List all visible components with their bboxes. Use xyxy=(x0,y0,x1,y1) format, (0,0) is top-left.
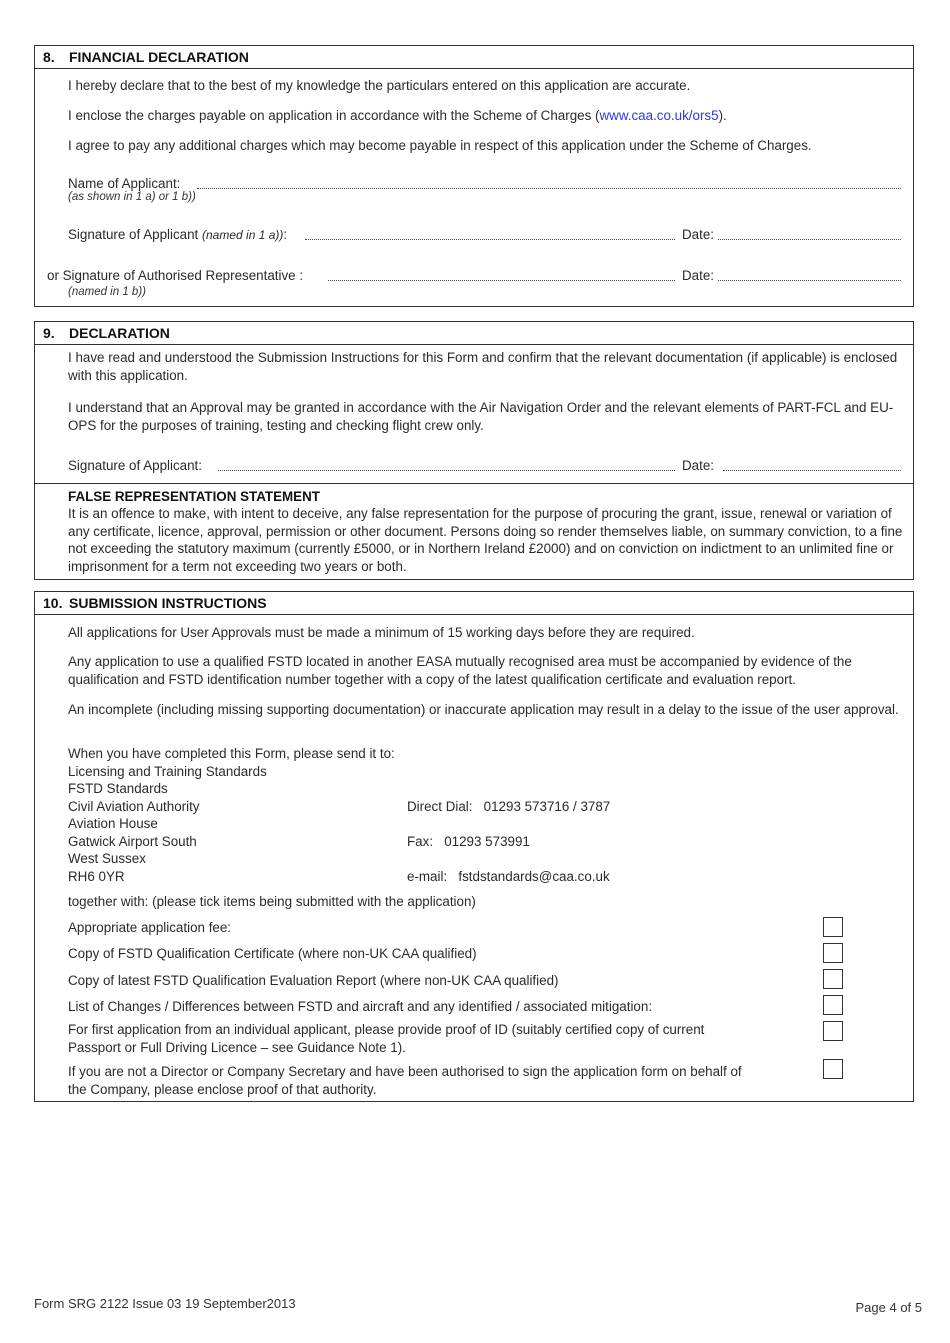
section-10-number: 10. xyxy=(43,595,63,611)
section-10-title: SUBMISSION INSTRUCTIONS xyxy=(69,595,267,611)
section-9-number: 9. xyxy=(43,325,55,341)
email-value[interactable]: fstdstandards@caa.co.uk xyxy=(458,869,610,884)
section-submission-instructions xyxy=(34,591,914,1102)
authorised-representative-note: (named in 1 b)) xyxy=(68,286,146,298)
section-9-header xyxy=(35,322,913,345)
name-of-applicant-field[interactable] xyxy=(197,188,901,189)
s9-date-label: Date: xyxy=(682,458,715,473)
section-10-header xyxy=(35,592,913,615)
page-number: Page 4 of 5 xyxy=(855,1300,922,1315)
s8-para-2-text: I enclose the charges payable on application in accordance with the Scheme of Charges ( xyxy=(68,108,600,123)
authorised-representative-field[interactable] xyxy=(328,280,675,281)
authorised-representative-label: or Signature of Authorised Representative : xyxy=(47,268,304,283)
address-line: Civil Aviation Authority xyxy=(68,799,200,814)
checklist-checkbox[interactable] xyxy=(823,1059,843,1079)
name-of-applicant-label: Name of Applicant: xyxy=(68,176,181,191)
signature-of-applicant-label xyxy=(68,226,287,245)
section-9-title: DECLARATION xyxy=(69,325,170,341)
s10-para-2: Any application to use a qualified FSTD located in another EASA mutually recognised area must be accompanied by evidence of the qualification and FSTD identification number together with a copy of the latest qualification certificate and evaluation report. xyxy=(68,654,852,687)
direct-dial xyxy=(407,798,610,816)
s9-date-field[interactable] xyxy=(723,470,901,471)
s8-para-1: I hereby declare that to the best of my knowledge the particulars entered on this application are accurate. xyxy=(68,78,691,93)
checklist-checkbox[interactable] xyxy=(823,943,843,963)
checklist-checkbox[interactable] xyxy=(823,917,843,937)
s8-para-2 xyxy=(68,107,727,125)
s8-para-2-end: ). xyxy=(718,108,727,123)
signature-label-note: (named in 1 a)) xyxy=(202,228,284,242)
checklist-item: List of Changes / Differences between FSTD and aircraft and any identified / associated mitigation: xyxy=(68,999,653,1014)
s8-date-field-2[interactable] xyxy=(718,280,901,281)
address-line: RH6 0YR xyxy=(68,869,125,884)
name-of-applicant-note: (as shown in 1 a) or 1 b)) xyxy=(68,191,196,203)
checklist-item: Appropriate application fee: xyxy=(68,920,232,935)
false-representation-text: It is an offence to make, with intent to deceive, any false representation for the purpose of procuring the grant, issue, renewal or variation of any certificate, licence, approval, permission or other document. Persons doing so render themselves liable, on summary conviction, to a fine not exceeding the statutory maximum (currently £5000, or in Northern Ireland £2000) and on conviction on indictment to an unlimited fine or imprisonment for a term not exceeding two years or both. xyxy=(68,506,903,574)
signature-label-colon: : xyxy=(283,227,288,242)
fax xyxy=(407,833,530,851)
send-intro: When you have completed this Form, please send it to: xyxy=(68,746,395,761)
s9-para-1: I have read and understood the Submission Instructions for this Form and confirm that the relevant documentation (if applicable) is enclosed with this application. xyxy=(68,350,898,383)
section-8-number: 8. xyxy=(43,49,55,65)
checklist-item: Copy of latest FSTD Qualification Evaluation Report (where non-UK CAA qualified) xyxy=(68,973,559,988)
section-declaration xyxy=(34,321,914,580)
address-line: Gatwick Airport South xyxy=(68,834,197,849)
s8-date-field-1[interactable] xyxy=(718,239,901,240)
address-line: Aviation House xyxy=(68,816,158,831)
checklist-checkbox[interactable] xyxy=(823,995,843,1015)
false-representation-divider xyxy=(35,483,913,484)
fax-value: 01293 573991 xyxy=(444,834,530,849)
together-with: together with: (please tick items being submitted with the application) xyxy=(68,894,476,909)
s8-date-label-2: Date: xyxy=(682,268,715,283)
false-representation-title: FALSE REPRESENTATION STATEMENT xyxy=(68,489,320,504)
signature-label-text: Signature of Applicant xyxy=(68,227,199,242)
s8-date-label-1: Date: xyxy=(682,227,715,242)
s10-para-1: All applications for User Approvals must be made a minimum of 15 working days before they are required. xyxy=(68,625,695,640)
direct-dial-value: 01293 573716 / 3787 xyxy=(483,799,611,814)
s8-para-3: I agree to pay any additional charges which may become payable in respect of this application under the Scheme of Charges. xyxy=(68,138,812,153)
form-reference: Form SRG 2122 Issue 03 19 September2013 xyxy=(34,1296,296,1311)
s9-para-2: I understand that an Approval may be granted in accordance with the Air Navigation Order and the relevant elements of PART-FCL and EU-OPS for the purposes of training, testing and checking flight crew only. xyxy=(68,400,894,433)
address-line: FSTD Standards xyxy=(68,781,168,796)
address-line: Licensing and Training Standards xyxy=(68,764,267,779)
fax-label: Fax: xyxy=(407,834,434,849)
section-8-header xyxy=(35,46,913,69)
email-label: e-mail: xyxy=(407,869,448,884)
checklist-checkbox[interactable] xyxy=(823,969,843,989)
section-8-title: FINANCIAL DECLARATION xyxy=(69,49,249,65)
s10-para-3: An incomplete (including missing supporting documentation) or inaccurate application may result in a delay to the issue of the user approval. xyxy=(68,702,899,717)
s9-signature-field[interactable] xyxy=(218,470,675,471)
checklist-item: If you are not a Director or Company Secretary and have been authorised to sign the application form on behalf of the Company, please enclose proof of that authority. xyxy=(68,1064,742,1097)
address-line: West Sussex xyxy=(68,851,146,866)
s9-signature-label: Signature of Applicant: xyxy=(68,458,202,473)
scheme-of-charges-link[interactable]: www.caa.co.uk/ors5 xyxy=(599,108,719,123)
checklist-item: Copy of FSTD Qualification Certificate (where non-UK CAA qualified) xyxy=(68,946,477,961)
email xyxy=(407,868,610,886)
direct-dial-label: Direct Dial: xyxy=(407,799,473,814)
section-financial-declaration xyxy=(34,45,914,307)
signature-of-applicant-field[interactable] xyxy=(305,239,675,240)
checklist-item: For first application from an individual applicant, please provide proof of ID (suitably certified copy of current Passport or Full Driving Licence – see Guidance Note 1). xyxy=(68,1022,705,1055)
checklist-checkbox[interactable] xyxy=(823,1021,843,1041)
